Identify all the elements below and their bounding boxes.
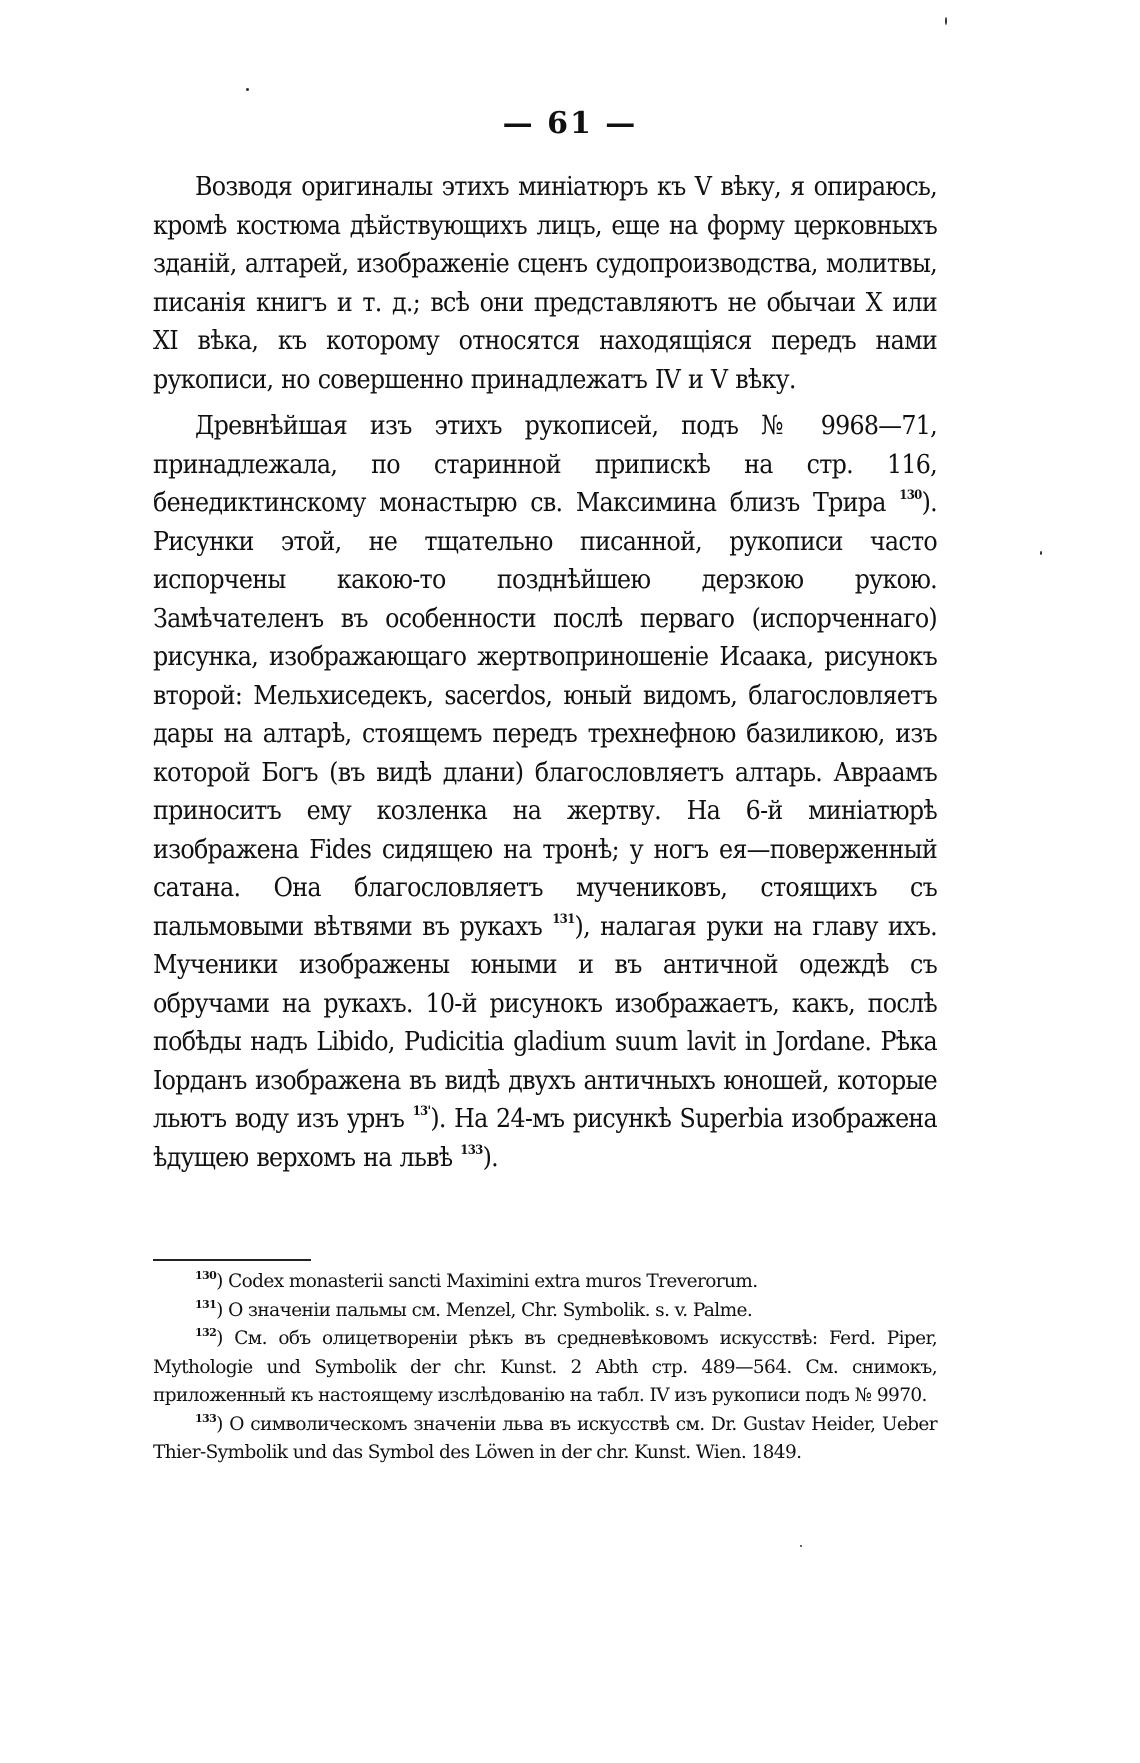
print-speck [800,1545,802,1547]
footnote-text: ) Codex monasterii sancti Maximini extra muros Treverorum. [216,1271,758,1292]
paragraph-text: ). Рисунки этой, не тщательно писанной, рукописи часто испорчены какою-то позднѣйшею дерзкою рукою. Замѣчателенъ въ особенности послѣ перваго (испорченнаго) рисунка, изображающаго жертвоприношеніе Исаака, рисунокъ второй: Мельхиседекъ, sacerdos, юный видомъ, благословляетъ дары на алтарѣ, стоящемъ передъ трехнефною базиликою, изъ которой Богъ (въ видѣ длани) благословляетъ алтарь. Авраамъ приноситъ ему козленка на жертву. На 6-й миніатюрѣ изображена Fides сидящею на тронѣ; у ногъ ея—поверженный сатана. Она благословляетъ мучениковъ, стоящихъ съ пальмовыми вѣтвями въ рукахъ [153,487,937,942]
footnote-mark: 132 [195,1326,217,1339]
footnote-divider [153,1259,311,1261]
footnote-reference: 133 [460,1142,483,1158]
paragraph-text: ). [482,1141,498,1173]
footnote-text: ) См. объ олицетвореніи рѣкъ въ средневѣковомъ искусствѣ: Ferd. Piper, Mythologie und Symbolik der chr. Kunst. 2 Abth стр. 489—564. См. снимокъ, приложенный къ настоящему изслѣдованію на табл. IV изъ рукописи подъ № 9970. [153,1328,937,1406]
footnote-mark: 130 [195,1269,217,1282]
main-text [153,168,937,1177]
footnote-reference: 13' [412,1104,431,1119]
page-number: — 61 — [502,106,638,141]
footnote [153,1297,937,1326]
footnote-mark: 131 [195,1297,217,1311]
footnote-reference: 131 [552,911,575,927]
paragraph-text: Возводя оригиналы этихъ миніатюръ къ V вѣку, я опираюсь, кромѣ костюма дѣйствующихъ лицъ, еще на форму церковныхъ зданій, алтарей, изображеніе сценъ судопроизводства, молитвы, писанія книгъ и т. д.; всѣ они представляютъ не обычаи X или XI вѣка, къ которому относятся находящіяся передъ нами рукописи, но совершенно принадлежатъ IV и V вѣку. [153,171,937,395]
footnote-reference: 130 [899,488,922,503]
print-speck [246,88,249,91]
paragraph-text: ), налагая руки на главу ихъ. Мученики изображены юными и въ античной одеждѣ съ обручами на рукахъ. 10-й рисунокъ изображаетъ, какъ, послѣ побѣды надъ Libido, Pudicitia gladium suum lavit in Jordane. Рѣка Іорданъ изображена въ видѣ двухъ античныхъ юношей, которые льютъ воду изъ урнъ [153,910,937,1134]
footnote [153,1411,937,1468]
footnote-text: ) О значеніи пальмы см. Menzel, Chr. Symbolik. s. v. Palme. [216,1299,753,1321]
print-speck [1040,551,1042,555]
footnote [153,1325,937,1411]
paragraph-text: ). На 24-мъ рисункѣ Superbia изображена ѣдущею верхомъ на львѣ [153,1103,937,1173]
paragraph-text: Древнѣйшая изъ этихъ рукописей, подъ № 9968—71, принадлежала, по старинной припискѣ на стр. 116, бенедиктинскому монастырю св. Максимина близъ Трира [153,410,937,518]
paragraph [153,168,937,399]
footnotes [153,1268,937,1468]
paragraph [153,407,937,1177]
print-speck [945,17,947,25]
footnote-mark: 133 [195,1411,217,1425]
footnote-text: ) О символическомъ значеніи льва въ искусствѣ см. Dr. Gustav Heider, Ueber Thier-Symbolik und das Symbol des Löwen in der chr. Kunst. Wien. 1849. [153,1413,937,1463]
footnote [153,1268,937,1297]
